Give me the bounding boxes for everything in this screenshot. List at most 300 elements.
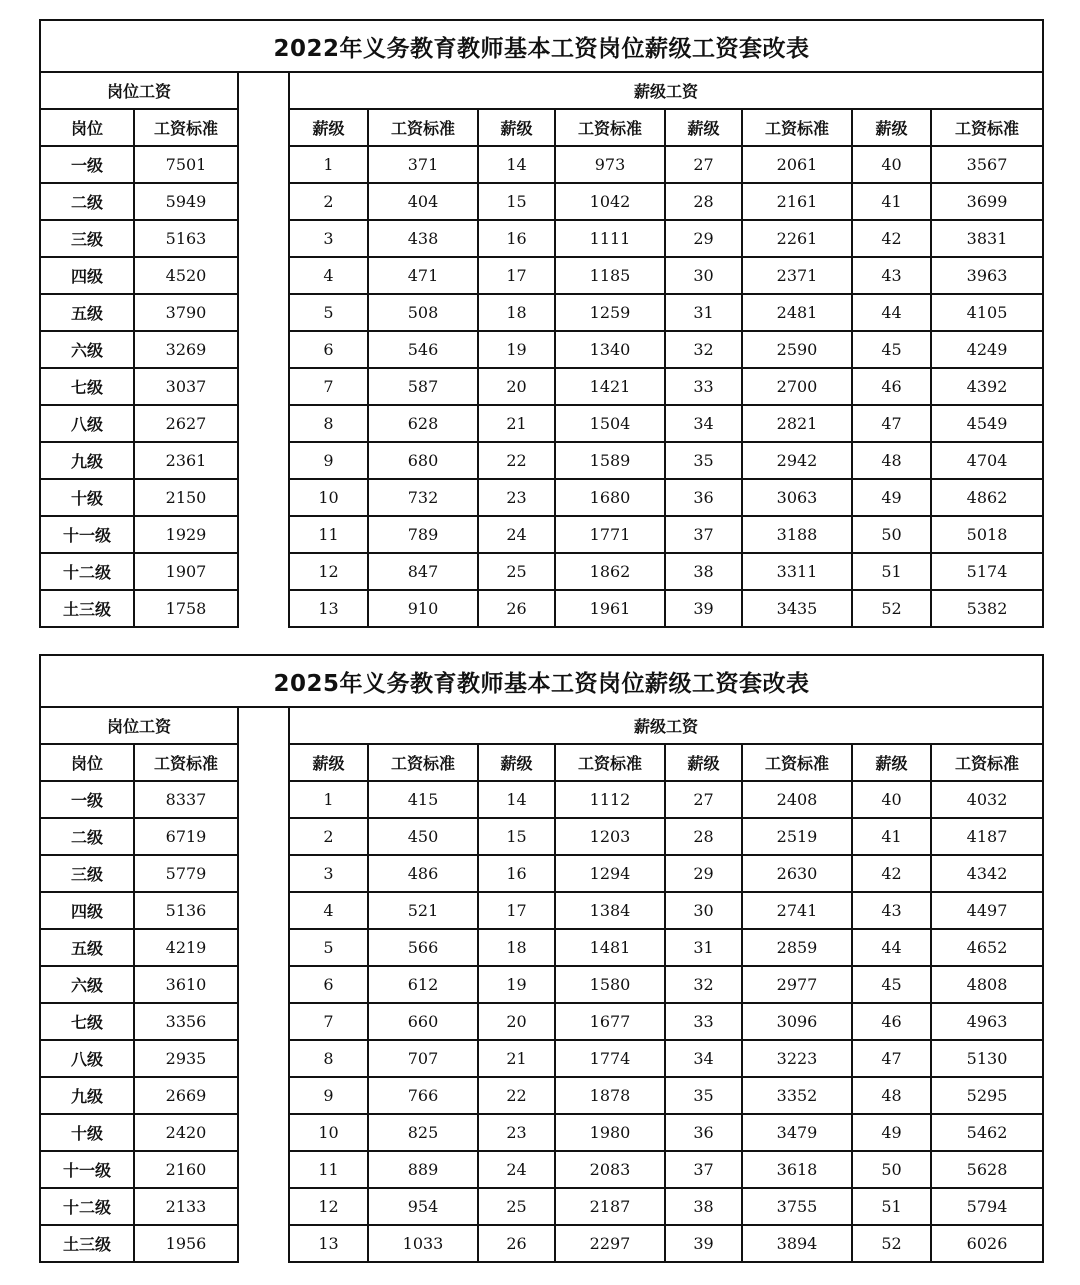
grade-standard-cell: 3699 (931, 183, 1043, 220)
grade-standard-cell: 2297 (555, 1225, 665, 1262)
table-row (40, 966, 1043, 1003)
grade-header: 薪级 (478, 744, 555, 781)
grade-standard-cell: 1340 (555, 331, 665, 368)
grade-cell: 41 (852, 818, 931, 855)
post-level-cell: 十级 (40, 479, 134, 516)
post-level-cell: 二级 (40, 818, 134, 855)
table-row (40, 855, 1043, 892)
post-level-cell: 三级 (40, 855, 134, 892)
grade-cell: 48 (852, 1077, 931, 1114)
post-standard-cell: 5779 (134, 855, 238, 892)
grade-standard-cell: 3755 (742, 1188, 852, 1225)
post-standard-cell: 3269 (134, 331, 238, 368)
grade-standard-header: 工资标准 (742, 109, 852, 146)
grade-standard-cell: 910 (368, 590, 478, 627)
grade-standard-cell: 5628 (931, 1151, 1043, 1188)
table-title: 2022年义务教育教师基本工资岗位薪级工资套改表 (40, 20, 1043, 72)
grade-standard-cell: 587 (368, 368, 478, 405)
post-level-cell: 六级 (40, 331, 134, 368)
grade-cell: 11 (289, 516, 368, 553)
post-standard-cell: 2150 (134, 479, 238, 516)
grade-standard-cell: 1680 (555, 479, 665, 516)
column-gap (238, 368, 289, 405)
grade-cell: 2 (289, 183, 368, 220)
grade-cell: 45 (852, 966, 931, 1003)
grade-standard-cell: 954 (368, 1188, 478, 1225)
grade-standard-cell: 680 (368, 442, 478, 479)
grade-cell: 13 (289, 1225, 368, 1262)
post-level-cell: 七级 (40, 1003, 134, 1040)
table-row (40, 1188, 1043, 1225)
grade-header: 薪级 (852, 744, 931, 781)
grade-cell: 8 (289, 405, 368, 442)
grade-cell: 42 (852, 855, 931, 892)
post-standard-cell: 2935 (134, 1040, 238, 1077)
grade-standard-cell: 1677 (555, 1003, 665, 1040)
grade-standard-cell: 2083 (555, 1151, 665, 1188)
table-row (40, 220, 1043, 257)
post-standard-cell: 3037 (134, 368, 238, 405)
column-gap (238, 331, 289, 368)
grade-standard-header: 工资标准 (931, 109, 1043, 146)
column-gap (238, 1188, 289, 1225)
table-row (40, 442, 1043, 479)
grade-wage-group-header: 薪级工资 (289, 707, 1043, 744)
grade-cell: 15 (478, 183, 555, 220)
table-row (40, 1040, 1043, 1077)
grade-standard-cell: 4652 (931, 929, 1043, 966)
grade-standard-cell: 3894 (742, 1225, 852, 1262)
grade-cell: 39 (665, 590, 742, 627)
grade-cell: 18 (478, 929, 555, 966)
grade-standard-cell: 1481 (555, 929, 665, 966)
grade-header: 薪级 (852, 109, 931, 146)
grade-cell: 41 (852, 183, 931, 220)
grade-standard-cell: 973 (555, 146, 665, 183)
grade-standard-cell: 1112 (555, 781, 665, 818)
grade-standard-cell: 486 (368, 855, 478, 892)
grade-cell: 42 (852, 220, 931, 257)
grade-standard-cell: 847 (368, 553, 478, 590)
post-standard-cell: 2361 (134, 442, 238, 479)
grade-cell: 7 (289, 368, 368, 405)
grade-standard-cell: 1774 (555, 1040, 665, 1077)
post-level-cell: 土三级 (40, 590, 134, 627)
grade-cell: 43 (852, 257, 931, 294)
grade-standard-cell: 660 (368, 1003, 478, 1040)
grade-cell: 5 (289, 929, 368, 966)
grade-standard-cell: 1203 (555, 818, 665, 855)
wage-table-2022 (39, 19, 1044, 628)
grade-cell: 35 (665, 442, 742, 479)
grade-cell: 46 (852, 1003, 931, 1040)
grade-cell: 6 (289, 966, 368, 1003)
grade-standard-cell: 415 (368, 781, 478, 818)
table-row (40, 479, 1043, 516)
post-standard-cell: 3610 (134, 966, 238, 1003)
grade-header: 薪级 (289, 109, 368, 146)
grade-standard-cell: 1384 (555, 892, 665, 929)
grade-standard-cell: 3311 (742, 553, 852, 590)
column-gap (238, 109, 289, 146)
post-level-cell: 十级 (40, 1114, 134, 1151)
grade-cell: 4 (289, 892, 368, 929)
grade-standard-cell: 5794 (931, 1188, 1043, 1225)
grade-standard-cell: 3096 (742, 1003, 852, 1040)
grade-cell: 25 (478, 1188, 555, 1225)
grade-standard-cell: 471 (368, 257, 478, 294)
table-row (40, 1225, 1043, 1262)
grade-standard-cell: 1771 (555, 516, 665, 553)
grade-standard-cell: 2061 (742, 146, 852, 183)
grade-standard-cell: 2741 (742, 892, 852, 929)
post-level-cell: 一级 (40, 146, 134, 183)
grade-cell: 3 (289, 855, 368, 892)
grade-header: 薪级 (478, 109, 555, 146)
grade-standard-cell: 4032 (931, 781, 1043, 818)
grade-standard-cell: 438 (368, 220, 478, 257)
grade-standard-cell: 4963 (931, 1003, 1043, 1040)
column-gap (238, 1225, 289, 1262)
post-level-cell: 九级 (40, 1077, 134, 1114)
column-gap (238, 146, 289, 183)
grade-standard-cell: 2481 (742, 294, 852, 331)
post-standard-cell: 6719 (134, 818, 238, 855)
post-header: 岗位 (40, 744, 134, 781)
grade-cell: 24 (478, 516, 555, 553)
grade-cell: 1 (289, 781, 368, 818)
grade-cell: 6 (289, 331, 368, 368)
grade-standard-cell: 4808 (931, 966, 1043, 1003)
grade-cell: 28 (665, 183, 742, 220)
grade-standard-cell: 450 (368, 818, 478, 855)
column-gap (238, 553, 289, 590)
table-row (40, 892, 1043, 929)
grade-cell: 16 (478, 220, 555, 257)
column-gap (238, 294, 289, 331)
grade-cell: 24 (478, 1151, 555, 1188)
grade-standard-cell: 3063 (742, 479, 852, 516)
grade-standard-cell: 3479 (742, 1114, 852, 1151)
grade-cell: 33 (665, 1003, 742, 1040)
grade-cell: 36 (665, 1114, 742, 1151)
grade-cell: 2 (289, 818, 368, 855)
grade-cell: 21 (478, 1040, 555, 1077)
grade-standard-cell: 1033 (368, 1225, 478, 1262)
grade-cell: 47 (852, 405, 931, 442)
column-gap (238, 892, 289, 929)
grade-cell: 1 (289, 146, 368, 183)
post-level-cell: 八级 (40, 1040, 134, 1077)
grade-standard-cell: 3223 (742, 1040, 852, 1077)
grade-cell: 52 (852, 590, 931, 627)
post-level-cell: 土三级 (40, 1225, 134, 1262)
grade-cell: 11 (289, 1151, 368, 1188)
grade-standard-cell: 4342 (931, 855, 1043, 892)
grade-cell: 17 (478, 257, 555, 294)
grade-standard-cell: 4704 (931, 442, 1043, 479)
grade-standard-header: 工资标准 (368, 744, 478, 781)
grade-standard-cell: 2161 (742, 183, 852, 220)
grade-standard-cell: 5018 (931, 516, 1043, 553)
grade-cell: 16 (478, 855, 555, 892)
grade-cell: 34 (665, 1040, 742, 1077)
table-row (40, 781, 1043, 818)
grade-cell: 5 (289, 294, 368, 331)
post-level-cell: 十二级 (40, 553, 134, 590)
grade-standard-cell: 1589 (555, 442, 665, 479)
grade-cell: 29 (665, 855, 742, 892)
post-level-cell: 十一级 (40, 1151, 134, 1188)
grade-cell: 26 (478, 590, 555, 627)
grade-cell: 32 (665, 331, 742, 368)
grade-cell: 14 (478, 781, 555, 818)
grade-standard-cell: 4249 (931, 331, 1043, 368)
grade-standard-cell: 1961 (555, 590, 665, 627)
table-body (40, 146, 1043, 627)
grade-cell: 30 (665, 257, 742, 294)
post-level-cell: 九级 (40, 442, 134, 479)
grade-standard-header: 工资标准 (555, 109, 665, 146)
table-row (40, 368, 1043, 405)
grade-cell: 51 (852, 1188, 931, 1225)
grade-cell: 37 (665, 516, 742, 553)
post-standard-header: 工资标准 (134, 109, 238, 146)
grade-cell: 14 (478, 146, 555, 183)
grade-cell: 9 (289, 1077, 368, 1114)
column-gap (238, 1040, 289, 1077)
post-standard-cell: 2627 (134, 405, 238, 442)
grade-standard-header: 工资标准 (555, 744, 665, 781)
grade-cell: 40 (852, 146, 931, 183)
grade-header: 薪级 (665, 109, 742, 146)
post-level-cell: 六级 (40, 966, 134, 1003)
post-standard-header: 工资标准 (134, 744, 238, 781)
column-gap (238, 257, 289, 294)
column-gap (238, 707, 289, 744)
grade-standard-cell: 2261 (742, 220, 852, 257)
grade-cell: 44 (852, 929, 931, 966)
post-wage-group-header: 岗位工资 (40, 707, 238, 744)
grade-cell: 27 (665, 781, 742, 818)
grade-standard-cell: 889 (368, 1151, 478, 1188)
grade-cell: 45 (852, 331, 931, 368)
grade-standard-cell: 4549 (931, 405, 1043, 442)
grade-standard-header: 工资标准 (931, 744, 1043, 781)
grade-cell: 27 (665, 146, 742, 183)
grade-wage-group-header: 薪级工资 (289, 72, 1043, 109)
table-row (40, 1077, 1043, 1114)
table-row (40, 929, 1043, 966)
grade-cell: 12 (289, 1188, 368, 1225)
grade-standard-cell: 2630 (742, 855, 852, 892)
column-gap (238, 516, 289, 553)
grade-standard-cell: 1580 (555, 966, 665, 1003)
grade-standard-cell: 508 (368, 294, 478, 331)
grade-standard-cell: 2187 (555, 1188, 665, 1225)
post-level-cell: 二级 (40, 183, 134, 220)
column-gap (238, 590, 289, 627)
post-level-cell: 八级 (40, 405, 134, 442)
post-standard-cell: 1907 (134, 553, 238, 590)
grade-cell: 12 (289, 553, 368, 590)
grade-standard-cell: 2977 (742, 966, 852, 1003)
table-row (40, 183, 1043, 220)
grade-cell: 28 (665, 818, 742, 855)
post-standard-cell: 5949 (134, 183, 238, 220)
table-row (40, 553, 1043, 590)
grade-standard-header: 工资标准 (368, 109, 478, 146)
grade-standard-cell: 1862 (555, 553, 665, 590)
post-standard-cell: 5163 (134, 220, 238, 257)
grade-standard-cell: 404 (368, 183, 478, 220)
table-row (40, 331, 1043, 368)
grade-cell: 15 (478, 818, 555, 855)
grade-standard-cell: 2371 (742, 257, 852, 294)
column-gap (238, 1003, 289, 1040)
grade-cell: 4 (289, 257, 368, 294)
grade-standard-cell: 2519 (742, 818, 852, 855)
grade-cell: 25 (478, 553, 555, 590)
column-gap (238, 220, 289, 257)
grade-cell: 19 (478, 966, 555, 1003)
post-standard-cell: 1758 (134, 590, 238, 627)
column-gap (238, 781, 289, 818)
column-gap (238, 72, 289, 109)
grade-standard-cell: 1042 (555, 183, 665, 220)
grade-cell: 39 (665, 1225, 742, 1262)
grade-standard-cell: 5295 (931, 1077, 1043, 1114)
grade-standard-cell: 3352 (742, 1077, 852, 1114)
column-gap (238, 929, 289, 966)
grade-cell: 44 (852, 294, 931, 331)
grade-cell: 23 (478, 479, 555, 516)
post-standard-cell: 3356 (134, 1003, 238, 1040)
post-standard-cell: 8337 (134, 781, 238, 818)
grade-standard-cell: 521 (368, 892, 478, 929)
post-level-cell: 三级 (40, 220, 134, 257)
grade-standard-header: 工资标准 (742, 744, 852, 781)
grade-standard-cell: 766 (368, 1077, 478, 1114)
grade-standard-cell: 1259 (555, 294, 665, 331)
grade-standard-cell: 825 (368, 1114, 478, 1151)
grade-standard-cell: 789 (368, 516, 478, 553)
grade-cell: 33 (665, 368, 742, 405)
grade-standard-cell: 3963 (931, 257, 1043, 294)
grade-standard-cell: 546 (368, 331, 478, 368)
grade-cell: 49 (852, 1114, 931, 1151)
grade-cell: 17 (478, 892, 555, 929)
column-gap (238, 183, 289, 220)
table-row (40, 146, 1043, 183)
grade-cell: 34 (665, 405, 742, 442)
grade-standard-cell: 3831 (931, 220, 1043, 257)
grade-standard-cell: 6026 (931, 1225, 1043, 1262)
grade-standard-cell: 4862 (931, 479, 1043, 516)
grade-cell: 26 (478, 1225, 555, 1262)
grade-standard-cell: 2859 (742, 929, 852, 966)
grade-cell: 36 (665, 479, 742, 516)
post-standard-cell: 5136 (134, 892, 238, 929)
grade-standard-cell: 3567 (931, 146, 1043, 183)
grade-cell: 37 (665, 1151, 742, 1188)
grade-standard-cell: 628 (368, 405, 478, 442)
table-row (40, 590, 1043, 627)
grade-cell: 38 (665, 1188, 742, 1225)
grade-standard-cell: 4497 (931, 892, 1043, 929)
post-standard-cell: 2133 (134, 1188, 238, 1225)
post-level-cell: 五级 (40, 294, 134, 331)
grade-cell: 19 (478, 331, 555, 368)
grade-cell: 29 (665, 220, 742, 257)
grade-standard-cell: 4187 (931, 818, 1043, 855)
post-standard-cell: 1929 (134, 516, 238, 553)
post-level-cell: 四级 (40, 892, 134, 929)
grade-standard-cell: 1421 (555, 368, 665, 405)
table-row (40, 1114, 1043, 1151)
grade-cell: 10 (289, 1114, 368, 1151)
grade-header: 薪级 (665, 744, 742, 781)
post-level-cell: 五级 (40, 929, 134, 966)
table-body (40, 781, 1043, 1262)
table-row (40, 1003, 1043, 1040)
grade-standard-cell: 566 (368, 929, 478, 966)
post-level-cell: 四级 (40, 257, 134, 294)
grade-standard-cell: 5174 (931, 553, 1043, 590)
column-gap (238, 442, 289, 479)
grade-cell: 20 (478, 1003, 555, 1040)
column-gap (238, 479, 289, 516)
column-gap (238, 744, 289, 781)
grade-cell: 46 (852, 368, 931, 405)
grade-cell: 7 (289, 1003, 368, 1040)
grade-cell: 3 (289, 220, 368, 257)
grade-standard-cell: 5462 (931, 1114, 1043, 1151)
table-row (40, 405, 1043, 442)
grade-standard-cell: 371 (368, 146, 478, 183)
post-standard-cell: 4219 (134, 929, 238, 966)
grade-cell: 38 (665, 553, 742, 590)
grade-cell: 31 (665, 294, 742, 331)
grade-standard-cell: 707 (368, 1040, 478, 1077)
grade-standard-cell: 1878 (555, 1077, 665, 1114)
column-gap (238, 966, 289, 1003)
post-standard-cell: 2669 (134, 1077, 238, 1114)
grade-standard-cell: 2700 (742, 368, 852, 405)
column-gap (238, 1114, 289, 1151)
grade-cell: 43 (852, 892, 931, 929)
grade-standard-cell: 1504 (555, 405, 665, 442)
column-gap (238, 818, 289, 855)
grade-standard-cell: 1294 (555, 855, 665, 892)
grade-standard-cell: 1111 (555, 220, 665, 257)
table-title: 2025年义务教育教师基本工资岗位薪级工资套改表 (40, 655, 1043, 707)
grade-cell: 51 (852, 553, 931, 590)
grade-standard-cell: 1185 (555, 257, 665, 294)
post-level-cell: 一级 (40, 781, 134, 818)
grade-standard-cell: 2590 (742, 331, 852, 368)
column-gap (238, 405, 289, 442)
grade-cell: 21 (478, 405, 555, 442)
post-standard-cell: 2160 (134, 1151, 238, 1188)
grade-standard-cell: 5130 (931, 1040, 1043, 1077)
grade-standard-cell: 2408 (742, 781, 852, 818)
grade-cell: 50 (852, 516, 931, 553)
grade-standard-cell: 732 (368, 479, 478, 516)
grade-standard-cell: 4392 (931, 368, 1043, 405)
grade-cell: 9 (289, 442, 368, 479)
table-row (40, 516, 1043, 553)
